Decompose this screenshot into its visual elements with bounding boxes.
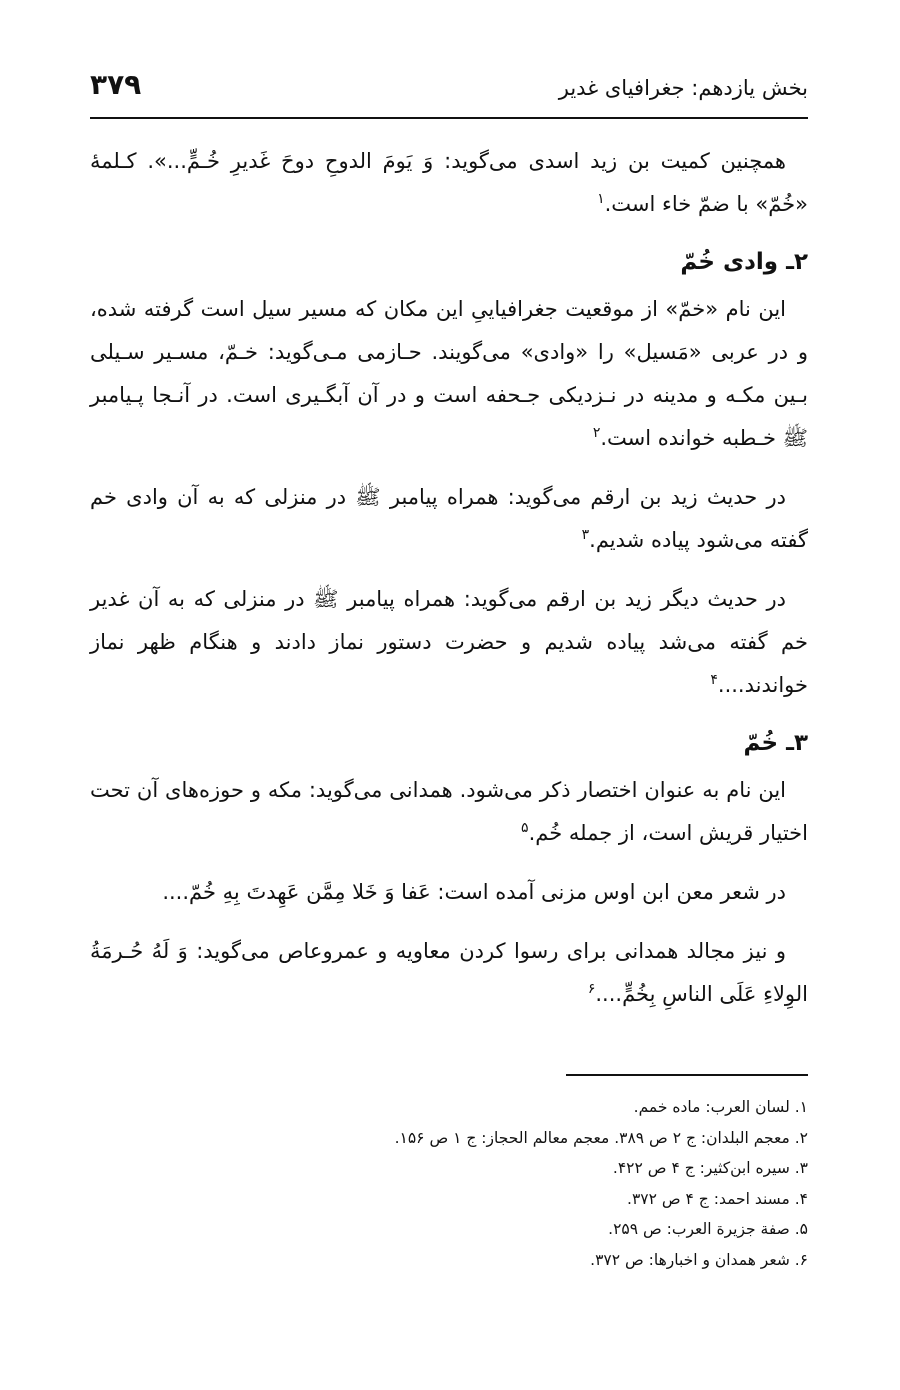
chapter-title: بخش یازدهم: جغرافیای غدیر: [558, 76, 808, 100]
paragraph-text: در حدیث دیگر زید بن ارقم می‌گوید: همراه پیامبر ﷺ در منزلی که به آن غدیر خم گفته می‌شد پیاده شدیم و حضرت دستور نماز دادند و هنگام ظهر نماز خواندند....: [90, 587, 808, 697]
paragraph: [90, 578, 808, 707]
footnote-ref[interactable]: ۶: [587, 981, 596, 997]
running-header: [90, 68, 808, 114]
paragraph: [90, 871, 808, 914]
paragraph: [90, 769, 808, 855]
footnote-ref[interactable]: ۱: [597, 191, 605, 207]
footnote-item: ۱. لسان العرب: ماده خمم.: [633, 1098, 808, 1116]
header-divider: [90, 117, 808, 119]
paragraph-text: در شعر معن ابن اوس مزنی آمده است: عَفا وَ خَلا مِمَّن عَهِدتَ بِهِ خُمّ....: [162, 880, 786, 904]
paragraph: [90, 140, 808, 226]
paragraph-text: در حدیث زید بن ارقم می‌گوید: همراه پیامبر ﷺ در منزلی که به آن وادی خم گفته می‌شود پیاده شدیم.: [90, 485, 808, 552]
paragraph-text: و نیز مجالد همدانی برای رسوا کردن معاویه و عمروعاص می‌گوید: وَ لَهُ حُـرمَةُ الوِلاءِ عَلَی الناسِ بِخُمٍّ....: [90, 939, 808, 1006]
footnote-divider: [566, 1074, 808, 1076]
footnote-ref[interactable]: ۵: [521, 820, 529, 836]
section-heading: ۳ـ خُمّ: [743, 730, 808, 756]
paragraph: [90, 476, 808, 562]
paragraph-text: این نام به عنوان اختصار ذکر می‌شود. همدانی می‌گوید: مکه و حوزه‌های آن تحت اختیار قریش است، از جمله خُم.: [90, 778, 808, 845]
footnote-ref[interactable]: ۳: [581, 527, 590, 543]
footnote-item: ۵. صفة جزیرة العرب: ص ۲۵۹.: [608, 1220, 808, 1238]
footnote-item: ۶. شعر همدان و اخبارها: ص ۳۷۲.: [590, 1250, 808, 1269]
section-heading: ۲ـ وادی خُمّ: [680, 249, 808, 275]
paragraph: [90, 930, 808, 1016]
paragraph-text: همچنین کمیت بن زید اسدی می‌گوید: وَ یَومَ الدوحِ دوحَ غَدیرِ خُـمٍّ...». کـلمهٔ «خُمّ» با ضمّ خاء است.: [90, 149, 808, 216]
page-number: ۳۷۹: [90, 68, 142, 101]
footnote-item: ۴. مسند احمد: ج ۴ ص ۳۷۲.: [627, 1189, 808, 1208]
footnote-ref[interactable]: ۴: [710, 672, 718, 688]
footnote-ref[interactable]: ۲: [592, 425, 601, 441]
paragraph-text: این نام «خمّ» از موقعیت جغرافیاییِ این مکان که مسیر سیل است گرفته شده، و در عربی «مَسیل» را «وادی» می‌گویند. حـازمی مـی‌گوید: خـمّ، مسـیر سـیلی بـین مکـه و مدینه در نـزدیکی جـحفه است و در آن آبگـیری است. در آنـجا پـیامبر ﷺ خـطبه خوانده است.: [90, 297, 808, 450]
paragraph: [90, 288, 808, 460]
footnotes-list: [90, 1092, 808, 1275]
footnote-item: ۲. معجم البلدان: ج ۲ ص ۳۸۹. معجم معالم الحجاز: ج ۱ ص ۱۵۶.: [394, 1128, 808, 1147]
footnote-item: ۳. سیره ابن‌کثیر: ج ۴ ص ۴۲۲.: [612, 1159, 808, 1177]
main-text: [90, 140, 808, 1016]
